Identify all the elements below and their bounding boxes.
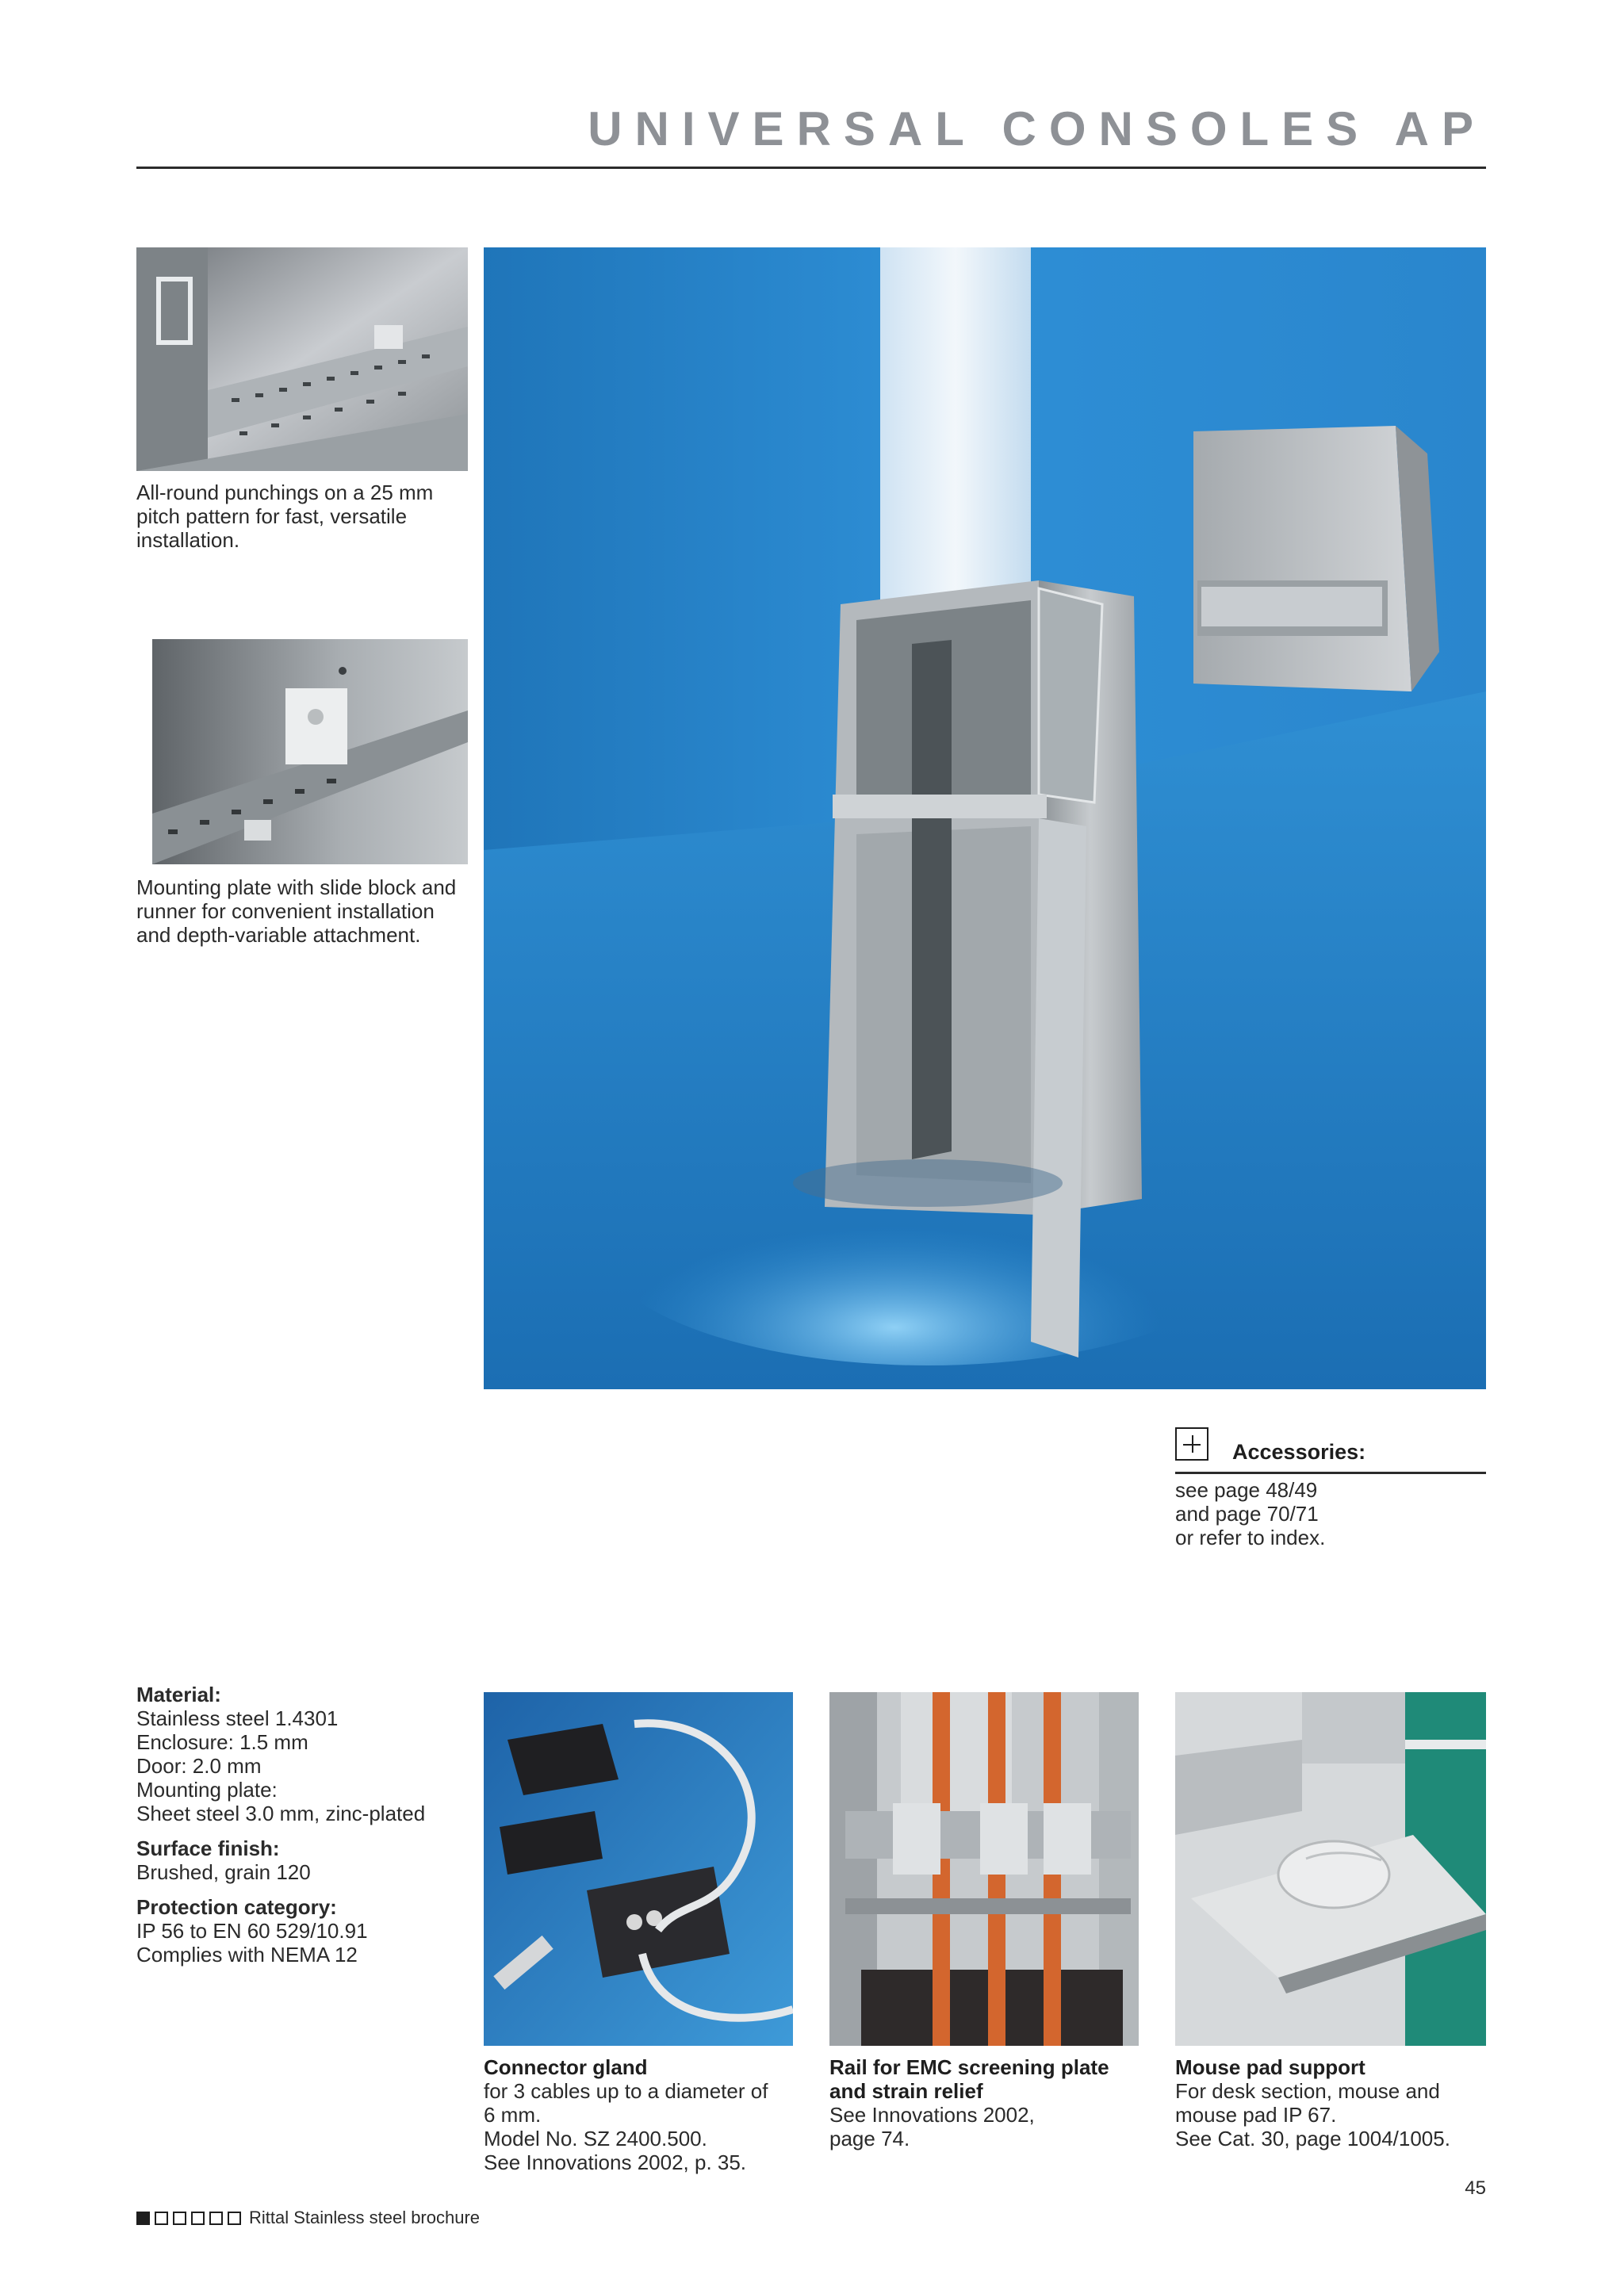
connector-gland-caption [484, 2055, 817, 2174]
accessories-title: Accessories: [1232, 1440, 1366, 1464]
mouse-pad-title: Mouse pad support [1175, 2055, 1365, 2079]
mounting-plate-caption: Mounting plate with slide block and runner for convenient installation and depth-variable attachment. [136, 875, 457, 947]
mouse-pad-photo [1175, 1692, 1486, 2046]
accessories-line: and page 70/71 [1175, 1502, 1319, 1526]
empty-square-icon [228, 2212, 241, 2225]
empty-square-icon [191, 2212, 205, 2225]
caption-line: For desk section, mouse and [1175, 2079, 1440, 2103]
spec-line: Sheet steel 3.0 mm, zinc-plated [136, 1802, 426, 1825]
punchings-photo [136, 247, 468, 471]
emc-rail-caption [829, 2055, 1162, 2150]
emc-rail-photo [829, 1692, 1139, 2046]
spec-line: Enclosure: 1.5 mm [136, 1730, 308, 1754]
spec-heading-material: Material: [136, 1683, 221, 1706]
empty-square-icon [155, 2212, 168, 2225]
console-main-photo [484, 247, 1486, 1389]
page-number: 45 [1465, 2177, 1486, 2199]
empty-square-icon [209, 2212, 223, 2225]
filled-square-icon [136, 2212, 150, 2225]
punchings-caption: All-round punchings on a 25 mm pitch pattern for fast, versatile installation. [136, 481, 434, 552]
caption-line: Model No. SZ 2400.500. [484, 2127, 707, 2150]
caption-line: for 3 cables up to a diameter of [484, 2079, 768, 2103]
emc-rail-title-line2: and strain relief [829, 2079, 983, 2103]
footer [136, 2208, 480, 2228]
spec-heading-surface: Surface finish: [136, 1836, 280, 1860]
empty-square-icon [173, 2212, 186, 2225]
spec-line: Door: 2.0 mm [136, 1754, 262, 1778]
caption-line: page 74. [829, 2127, 910, 2150]
caption-line: See Cat. 30, page 1004/1005. [1175, 2127, 1450, 2150]
accessories-rule [1175, 1472, 1486, 1474]
spec-heading-protection: Protection category: [136, 1895, 337, 1919]
connector-gland-photo [484, 1692, 793, 2046]
emc-rail-title: Rail for EMC screening plate [829, 2055, 1109, 2079]
spec-line: Complies with NEMA 12 [136, 1943, 358, 1967]
spec-line: Brushed, grain 120 [136, 1860, 311, 1884]
mouse-pad-caption [1175, 2055, 1486, 2150]
spec-line: Mounting plate: [136, 1778, 278, 1802]
title-rule [136, 167, 1486, 169]
spec-line: IP 56 to EN 60 529/10.91 [136, 1919, 368, 1943]
spec-line: Stainless steel 1.4301 [136, 1706, 339, 1730]
plus-box-icon [1175, 1427, 1208, 1461]
accessories-line: see page 48/49 [1175, 1478, 1318, 1502]
caption-line: mouse pad IP 67. [1175, 2103, 1337, 2127]
page-title: UNIVERSAL CONSOLES AP [588, 102, 1486, 155]
caption-line: See Innovations 2002, [829, 2103, 1035, 2127]
footer-brand: Rittal Stainless steel brochure [249, 2208, 481, 2227]
accessories-line: or refer to index. [1175, 1526, 1326, 1549]
mounting-plate-photo [152, 639, 468, 864]
caption-line: 6 mm. [484, 2103, 542, 2127]
spec-block [136, 1683, 469, 1967]
connector-gland-title: Connector gland [484, 2055, 648, 2079]
accessories-text [1175, 1478, 1325, 1549]
caption-line: See Innovations 2002, p. 35. [484, 2150, 747, 2174]
